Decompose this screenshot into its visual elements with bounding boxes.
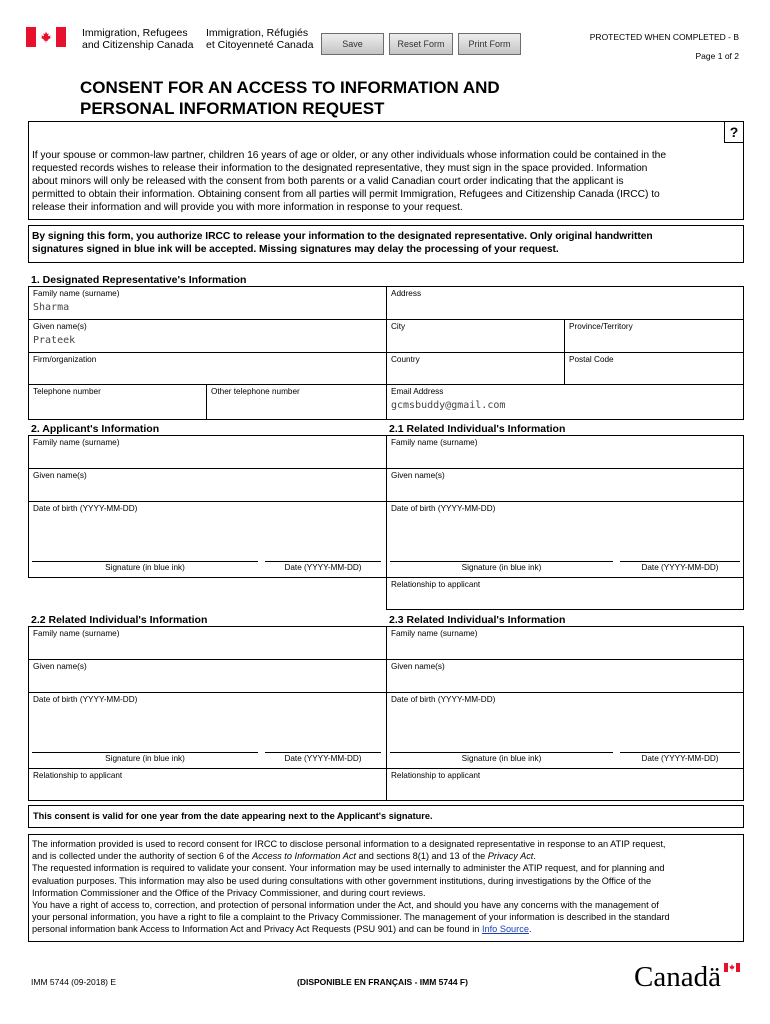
validity-notice: This consent is valid for one year from the date appearing next to the Applicant's signature. bbox=[28, 805, 744, 828]
rel3-relationship-field[interactable]: Relationship to applicant bbox=[386, 768, 744, 801]
canada-flag-icon bbox=[26, 27, 66, 47]
rel3-dob-field[interactable]: Date of birth (YYYY-MM-DD) Signature (in blue ink) Date (YYYY-MM-DD) bbox=[386, 692, 744, 769]
form-title: CONSENT FOR AN ACCESS TO INFORMATION AND PERSONAL INFORMATION REQUEST bbox=[80, 78, 500, 118]
print-form-button[interactable]: Print Form bbox=[458, 33, 521, 55]
rep-city-field[interactable]: City bbox=[386, 319, 565, 353]
section1-heading: 1. Designated Representative's Information bbox=[31, 274, 247, 286]
form-number: IMM 5744 (09-2018) E bbox=[31, 977, 117, 987]
rel2-relationship-field[interactable]: Relationship to applicant bbox=[28, 768, 387, 801]
rel1-signature-label: Signature (in blue ink) bbox=[461, 563, 542, 572]
privacy-notice: The information provided is used to record consent for IRCC to disclose personal information to a designated representative in response to an ATIP request, and is collected under the authority of section 6 of the Access to Information Act and sections 8(1) and 13 of the Privacy Act. The requested information is required to validate your consent. Your information may be used internally to administer the ATIP request, and for planning and evaluation purposes. This information may also be used during consultations with other government institutions, during investigations by the Office of the Information Commissioner and the Office of the Privacy Commissioner, and during court reviews. You have a right of access to, correction, and protection of personal information under the Act, and should you have any concerns with the management of your personal information, you have a right to file a complaint to the Privacy Commissioner. The management of your information is described in the standard personal information bank Access to Information Act and Privacy Act Requests (PSU 901) and can be found in Info Source. bbox=[28, 834, 744, 942]
applicant-signature-label: Signature (in blue ink) bbox=[105, 563, 185, 572]
rep-family-name-field[interactable]: Family name (surname) Sharma bbox=[28, 286, 387, 320]
intro-box bbox=[28, 121, 744, 220]
department-name-english: Immigration, Refugees and Citizenship Canada bbox=[82, 27, 194, 51]
applicant-dob-field[interactable]: Date of birth (YYYY-MM-DD) Signature (in blue ink) Date (YYYY-MM-DD) bbox=[28, 501, 387, 578]
rel1-date-label: Date (YYYY-MM-DD) bbox=[641, 563, 719, 572]
rel3-signature-label: Signature (in blue ink) bbox=[461, 754, 542, 763]
rel1-family-name-field[interactable]: Family name (surname) bbox=[386, 435, 744, 469]
rep-telephone-field[interactable]: Telephone number bbox=[28, 384, 207, 420]
rep-email-value: gcmsbuddy@gmail.com bbox=[391, 400, 506, 411]
rep-postal-code-field[interactable]: Postal Code bbox=[564, 352, 744, 385]
rel3-date-label: Date (YYYY-MM-DD) bbox=[641, 754, 719, 763]
department-name-french: Immigration, Réfugiés et Citoyenneté Canada bbox=[206, 27, 314, 51]
rep-family-name-value: Sharma bbox=[33, 302, 70, 313]
rep-country-field[interactable]: Country bbox=[386, 352, 565, 385]
intro-text: If your spouse or common-law partner, children 16 years of age or older, or any other individuals whose information could be contained in the requested records wishes to release their information to the designated representative, they must sign in the space provided. Information about minors will only be released with the consent from both parents or a valid Canadian court order indicating that the applicant is permitted to obtain their information. Obtaining consent from all parties will permit Immigration, Refugees and Citizenship Canada (IRCC) to release their information and will provide you with more information in response to your request. bbox=[32, 150, 667, 213]
section21-heading: 2.1 Related Individual's Information bbox=[389, 423, 566, 435]
rel2-date-label: Date (YYYY-MM-DD) bbox=[284, 754, 362, 763]
applicant-given-name-field[interactable]: Given name(s) bbox=[28, 468, 387, 502]
rep-address-field[interactable]: Address bbox=[386, 286, 744, 320]
rep-email-field[interactable]: Email Address gcmsbuddy@gmail.com bbox=[386, 384, 744, 420]
rep-province-field[interactable]: Province/Territory bbox=[564, 319, 744, 353]
french-availability: (DISPONIBLE EN FRANÇAIS - IMM 5744 F) bbox=[297, 977, 468, 987]
applicant-family-name-field[interactable]: Family name (surname) bbox=[28, 435, 387, 469]
canada-wordmark: Canadä bbox=[634, 960, 744, 994]
rep-given-name-field[interactable]: Given name(s) Prateek bbox=[28, 319, 387, 353]
protected-classification: PROTECTED WHEN COMPLETED - B bbox=[589, 32, 739, 42]
save-button[interactable]: Save bbox=[321, 33, 384, 55]
section23-heading: 2.3 Related Individual's Information bbox=[389, 614, 566, 626]
rel1-given-name-field[interactable]: Given name(s) bbox=[386, 468, 744, 502]
reset-form-button[interactable]: Reset Form bbox=[389, 33, 453, 55]
wordmark-flag-icon bbox=[724, 963, 740, 972]
info-source-link[interactable]: Info Source bbox=[481, 924, 529, 935]
rel3-family-name-field[interactable]: Family name (surname) bbox=[386, 626, 744, 660]
rep-other-telephone-field[interactable]: Other telephone number bbox=[206, 384, 387, 420]
rep-firm-field[interactable]: Firm/organization bbox=[28, 352, 387, 385]
section22-heading: 2.2 Related Individual's Information bbox=[31, 614, 208, 626]
rel1-relationship-field[interactable]: Relationship to applicant bbox=[386, 577, 744, 610]
rel1-dob-field[interactable]: Date of birth (YYYY-MM-DD) Signature (in blue ink) Date (YYYY-MM-DD) bbox=[386, 501, 744, 578]
rel2-given-name-field[interactable]: Given name(s) bbox=[28, 659, 387, 693]
rel2-dob-field[interactable]: Date of birth (YYYY-MM-DD) Signature (in blue ink) Date (YYYY-MM-DD) bbox=[28, 692, 387, 769]
rep-given-name-value: Prateek bbox=[33, 335, 76, 346]
authorization-notice: By signing this form, you authorize IRCC to release your information to the designated representative. Only original handwritten signatures signed in blue ink will be accepted. Missing signatures may delay the processing of your request. bbox=[28, 225, 744, 263]
rel2-family-name-field[interactable]: Family name (surname) bbox=[28, 626, 387, 660]
rel3-given-name-field[interactable]: Given name(s) bbox=[386, 659, 744, 693]
page-number: Page 1 of 2 bbox=[695, 51, 739, 61]
section2-heading: 2. Applicant's Information bbox=[31, 423, 160, 435]
applicant-date-label: Date (YYYY-MM-DD) bbox=[284, 563, 362, 572]
help-button[interactable]: ? bbox=[724, 121, 744, 143]
rel2-signature-label: Signature (in blue ink) bbox=[105, 754, 185, 763]
